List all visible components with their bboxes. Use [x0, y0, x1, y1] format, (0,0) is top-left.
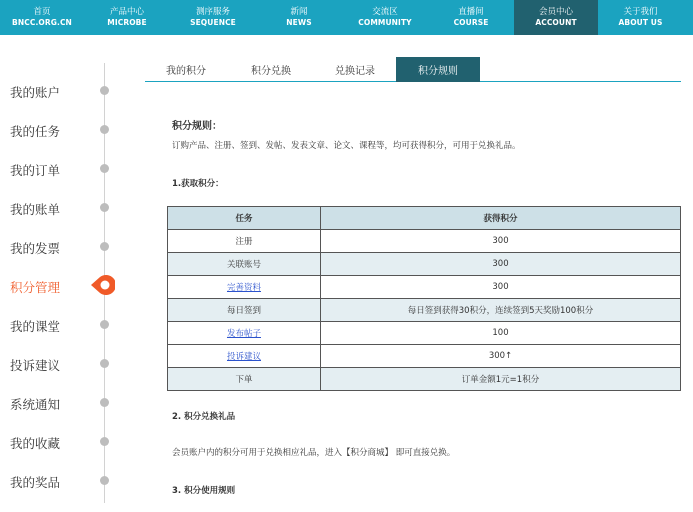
sidebar	[0, 35, 125, 512]
sidebar-item-prizes[interactable]	[0, 471, 125, 491]
nav-about[interactable]	[598, 0, 683, 35]
nav-label-en: SEQUENCE	[190, 18, 236, 27]
timeline-dot-icon	[100, 476, 109, 485]
table-row	[168, 299, 681, 322]
nav-course[interactable]	[428, 0, 514, 35]
points-rules-table	[167, 206, 681, 391]
nav-label-en: ABOUT US	[618, 18, 663, 27]
sidebar-item-classroom[interactable]	[0, 315, 125, 335]
points-cell: 订单金额1元=1积分	[321, 368, 681, 391]
tab-my-points[interactable]: 我的积分	[166, 66, 206, 77]
sidebar-item-label: 我的奖品	[10, 475, 61, 490]
tab-points-exchange[interactable]: 积分兑换	[251, 66, 291, 77]
nav-label-en: BNCC.ORG.CN	[12, 18, 72, 27]
nav-community[interactable]	[342, 0, 428, 35]
column-header-points: 获得积分	[321, 207, 681, 230]
sidebar-item-tasks[interactable]	[0, 120, 125, 140]
sidebar-item-label: 积分管理	[10, 280, 61, 295]
nav-label-cn: 新闻	[290, 7, 308, 17]
task-cell: 每日签到	[168, 299, 321, 322]
task-cell: 注册	[168, 230, 321, 253]
table-row	[168, 368, 681, 391]
points-cell: 300	[321, 253, 681, 276]
sidebar-item-label: 我的账户	[10, 85, 61, 100]
points-cell: 300↑	[321, 345, 681, 368]
section-heading-redeem: 2. 积分兑换礼品	[172, 412, 236, 422]
table-row	[168, 345, 681, 368]
timeline-dot-icon	[100, 242, 109, 251]
sidebar-item-label: 投诉建议	[10, 358, 61, 373]
sidebar-item-label: 我的订单	[10, 163, 61, 178]
nav-label-en: MICROBE	[107, 18, 147, 27]
feedback-link[interactable]: 投诉建议	[226, 352, 261, 362]
task-cell: 下单	[168, 368, 321, 391]
timeline-dot-icon	[100, 164, 109, 173]
rules-intro: 订购产品、注册、签到、发帖、发表文章、论文、课程等，均可获得积分，可用于兑换礼品。	[172, 141, 521, 151]
nav-home[interactable]	[0, 0, 84, 35]
points-tabs	[145, 57, 681, 82]
table-row	[168, 276, 681, 299]
sidebar-item-points[interactable]	[0, 276, 125, 296]
nav-label-cn: 交流区	[372, 7, 398, 17]
sidebar-item-invoices[interactable]	[0, 237, 125, 257]
sidebar-item-orders[interactable]	[0, 159, 125, 179]
post-topic-link[interactable]: 发布帖子	[226, 329, 261, 339]
sidebar-item-label: 我的任务	[10, 124, 61, 139]
sidebar-item-label: 我的收藏	[10, 436, 61, 451]
task-cell: 关联账号	[168, 253, 321, 276]
complete-profile-link[interactable]: 完善资料	[226, 283, 261, 293]
table-row	[168, 230, 681, 253]
nav-label-en: COURSE	[453, 18, 489, 27]
points-cell: 300	[321, 276, 681, 299]
timeline-dot-icon	[100, 86, 109, 95]
nav-label-cn: 直播间	[458, 7, 484, 17]
redeem-text: 会员账户内的积分可用于兑换相应礼品，进入【积分商城】 即可直接兑换。	[172, 448, 456, 458]
nav-label-en: ACCOUNT	[535, 18, 577, 27]
timeline-dot-icon	[100, 359, 109, 368]
timeline-dot-icon	[100, 320, 109, 329]
nav-label-cn: 产品中心	[109, 7, 144, 17]
column-header-task: 任务	[168, 207, 321, 230]
sidebar-item-bills[interactable]	[0, 198, 125, 218]
points-cell: 每日签到获得30积分，连续签到5天奖励100积分	[321, 299, 681, 322]
sidebar-item-label: 我的账单	[10, 202, 61, 217]
tab-exchange-records[interactable]: 兑换记录	[335, 66, 375, 77]
section-heading-usage: 3. 积分使用规则	[172, 486, 236, 496]
task-cell	[168, 345, 321, 368]
table-row	[168, 253, 681, 276]
table-header-row	[168, 207, 681, 230]
nav-label-cn: 首页	[33, 7, 51, 17]
nav-label-cn: 测序服务	[195, 7, 230, 17]
points-cell: 300	[321, 230, 681, 253]
nav-label-en: NEWS	[286, 18, 312, 27]
timeline-dot-icon	[100, 398, 109, 407]
nav-label-cn: 关于我们	[623, 7, 658, 17]
table-row	[168, 322, 681, 345]
sidebar-item-label: 我的课堂	[10, 319, 61, 334]
timeline-dot-icon	[100, 125, 109, 134]
timeline-dot-icon	[100, 437, 109, 446]
sidebar-item-label: 我的发票	[10, 241, 61, 256]
task-cell	[168, 322, 321, 345]
timeline-dot-icon	[100, 203, 109, 212]
sidebar-item-notifications[interactable]	[0, 393, 125, 413]
location-pin-icon	[91, 274, 115, 296]
top-nav	[0, 0, 693, 35]
points-cell: 100	[321, 322, 681, 345]
sidebar-item-account[interactable]	[0, 81, 125, 101]
nav-news[interactable]	[256, 0, 342, 35]
nav-label-cn: 会员中心	[538, 7, 573, 17]
sidebar-item-favorites[interactable]	[0, 432, 125, 452]
nav-microbe[interactable]	[84, 0, 170, 35]
sidebar-item-feedback[interactable]	[0, 354, 125, 374]
nav-label-en: COMMUNITY	[358, 18, 412, 27]
nav-sequence[interactable]	[170, 0, 256, 35]
sidebar-item-label: 系统通知	[10, 397, 61, 412]
nav-account[interactable]	[514, 0, 598, 35]
tab-points-rules[interactable]: 积分规则	[396, 57, 480, 82]
rules-title: 积分规则：	[172, 121, 222, 132]
section-heading-earn: 1.获取积分：	[172, 179, 224, 189]
task-cell	[168, 276, 321, 299]
